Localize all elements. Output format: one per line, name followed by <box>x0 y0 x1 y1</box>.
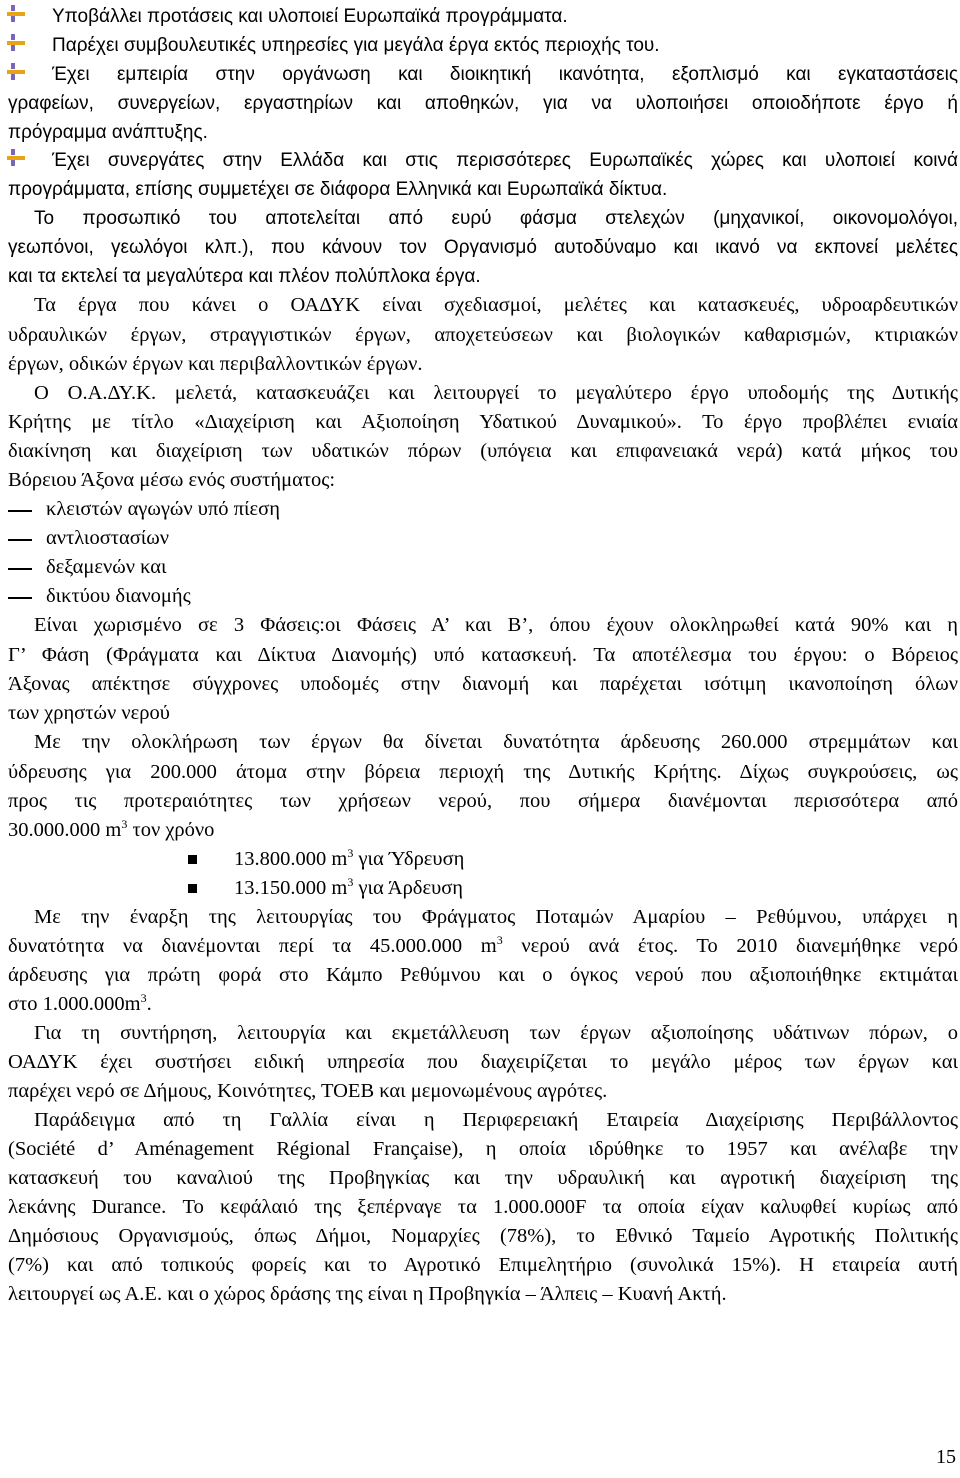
list-item: 13.800.000 $m^3$ για Ύδρευση <box>234 846 465 870</box>
paragraph-line: Με την ολοκλήρωση των έργων θα δίνεται δυνατότητα άρδευσης 260.000 στρεμμάτων και <box>34 731 958 753</box>
paragraph-line: Για τη συντήρηση, λειτουργία και εκμετάλλευση των έργων αξιοποίησης υδάτινων πόρων, ο <box>34 1022 958 1044</box>
bullet-item: Υποβάλλει προτάσεις και υλοποιεί Ευρωπαϊκά προγράμματα. <box>52 6 568 27</box>
paragraph-line: (Société d’ Aménagement Régional Française), η οποία ιδρύθηκε το 1957 και ανέλαβε την <box>8 1138 958 1160</box>
paragraph-line: Βόρειου Άξονα μέσω ενός συστήματος: <box>8 469 336 491</box>
paragraph-line: υδραυλικών έργων, στραγγιστικών έργων, αποχετεύσεων και βιολογικών καθαρισμών, κτιριακών <box>8 324 958 346</box>
paragraph-line: Με την έναρξη της λειτουργίας του Φράγματος Ποταμών Αμαρίου – Ρεθύμνου, υπάρχει η <box>34 906 958 928</box>
paragraph-line: και τα εκτελεί τα μεγαλύτερα και πλέον πολύπλοκα έργα. <box>8 266 481 287</box>
bullet-item-continued: πρόγραμμα ανάπτυξης. <box>8 122 208 143</box>
paragraph-line: δυνατότητα να διανέμονται περί τα 45.000.000 $m^3$ νερού ανά έτος. Το 2010 διανεμήθηκε νερό <box>8 933 958 957</box>
page-number: 15 <box>936 1446 956 1468</box>
paragraph-line: Δημόσιους Οργανισμούς, όπως Δήμοι, Νομαρχίες (78%), το Εθνικό Ταμείο Αγροτικής Πολιτικής <box>8 1225 958 1247</box>
bullet-bars-icon <box>6 33 26 53</box>
paragraph-line: των χρηστών νερού <box>8 702 170 724</box>
paragraph-line: (7%) και από τοπικούς φορείς και το Αγροτικό Επιμελητήριο (συνολικά 15%). Η εταιρεία αυτή <box>8 1254 958 1276</box>
paragraph-line: Το προσωπικό του αποτελείται από ευρύ φάσμα στελεχών (μηχανικοί, οικονομολόγοι, <box>34 208 958 229</box>
paragraph-line: Είναι χωρισμένο σε 3 Φάσεις:οι Φάσεις Α’ και Β’, όπου έχουν ολοκληρωθεί κατά 90% και η <box>34 614 958 636</box>
bullet-bars-icon <box>6 148 26 168</box>
paragraph-line: ύδρευσης για 200.000 άτομα στην βόρεια περιοχή της Δυτικής Κρήτης. Δίχως συγκρούσεις, ως <box>8 761 958 783</box>
paragraph-line: προς τις προτεραιότητες των χρήσεων νερού, που σήμερα διανέμονται περισσότερα από <box>8 790 958 812</box>
bullet-bars-icon <box>6 62 26 82</box>
paragraph-line: Άξονας απέκτησε σύγχρονες υποδομές στην διανομή και παρέχεται ισότιμη ικανοποίηση όλων <box>8 673 958 695</box>
bullet-item-continued: προγράμματα, επίσης συμμετέχει σε διάφορα Ελληνικά και Ευρωπαϊκά δίκτυα. <box>8 179 668 200</box>
list-item: 13.150.000 $m^3$ για Άρδευση <box>234 875 463 899</box>
paragraph-line: διακίνηση και διαχείριση των υδατικών πόρων (υπόγεια και επιφανειακά νερά) κατά μήκος του <box>8 440 958 462</box>
paragraph-line: παρέχει νερό σε Δήμους, Κοινότητες, ΤΟΕΒ και μεμονωμένους αγρότες. <box>8 1080 608 1102</box>
paragraph-line: λεκάνης Durance. Το κεφάλαιό της ξεπέρναγε τα 1.000.000F τα οποία είχαν καλυφθεί κυρίως από <box>8 1196 958 1218</box>
paragraph-line: Ο Ο.Α.ΔΥ.Κ. μελετά, κατασκευάζει και λειτουργεί το μεγαλύτερο έργο υποδομής της Δυτικής <box>34 382 958 404</box>
paragraph-line: Γ’ Φάση (Φράγματα και Δίκτυα Διανομής) υπό κατασκευή. Τα αποτέλεσμα του έργου: ο Βόρειος <box>8 644 958 666</box>
list-item: δεξαμενών και <box>46 556 167 578</box>
paragraph-line: Παράδειγμα από τη Γαλλία είναι η Περιφερειακή Εταιρεία Διαχείρισης Περιβάλλοντος <box>34 1109 958 1131</box>
paragraph-line: ΟΑΔΥΚ έχει συστήσει ειδική υπηρεσία που διαχειρίζεται το μεγάλο μέρος των έργων και <box>8 1051 958 1073</box>
paragraph-line: λειτουργεί ως Α.Ε. και ο χώρος δράσης της είναι η Προβηγκία – Άλπεις – Κυανή Ακτή. <box>8 1283 727 1305</box>
list-item: κλειστών αγωγών υπό πίεση <box>46 498 280 520</box>
paragraph-line: άρδευσης για πρώτη φορά στο Κάμπο Ρεθύμνου και ο όγκος νερού που αξιοποιήθηκε εκτιμάται <box>8 964 958 986</box>
bullet-item: Έχει συνεργάτες στην Ελλάδα και στις περισσότερες Ευρωπαϊκές χώρες και υλοποιεί κοινά <box>52 150 958 171</box>
paragraph-line: γεωπόνοι, γεωλόγοι κλπ.), που κάνουν τον Οργανισμό αυτοδύναμο και ικανό να εκπονεί μελέτες <box>8 237 958 258</box>
bullet-item: Έχει εμπειρία στην οργάνωση και διοικητική ικανότητα, εξοπλισμό και εγκαταστάσεις <box>52 64 958 85</box>
paragraph-line: Κρήτης με τίτλο «Διαχείριση και Αξιοποίηση Υδατικού Δυναμικού». Το έργο προβλέπει ενιαία <box>8 411 958 433</box>
bullet-item: Παρέχει συμβουλευτικές υπηρεσίες για μεγάλα έργα εκτός περιοχής του. <box>52 35 660 56</box>
list-item: αντλιοστασίων <box>46 527 170 549</box>
paragraph-line: στο $1.000.000m^3$. <box>8 991 152 1015</box>
square-bullet <box>188 855 197 864</box>
dash-bullet <box>8 568 32 570</box>
dash-bullet <box>8 510 32 512</box>
paragraph-line: Τα έργα που κάνει ο ΟΑΔΥΚ είναι σχεδιασμοί, μελέτες και κατασκευές, υδροαρδευτικών <box>34 294 958 316</box>
bullet-bars-icon <box>6 4 26 24</box>
list-item: δικτύου διανομής <box>46 585 191 607</box>
bullet-item-continued: γραφείων, συνεργείων, εργαστηρίων και αποθηκών, για να υλοποιήσει οποιοδήποτε έργο ή <box>8 93 958 114</box>
paragraph-line: κατασκευή του καναλιού της Προβηγκίας και την υδραυλική και αγροτική διαχείριση της <box>8 1167 958 1189</box>
square-bullet <box>188 884 197 893</box>
paragraph-line: έργων, οδικών έργων και περιβαλλοντικών έργων. <box>8 353 423 375</box>
paragraph-line: 30.000.000 $m^3$ τον χρόνο <box>8 817 215 841</box>
dash-bullet <box>8 539 32 541</box>
dash-bullet <box>8 597 32 599</box>
